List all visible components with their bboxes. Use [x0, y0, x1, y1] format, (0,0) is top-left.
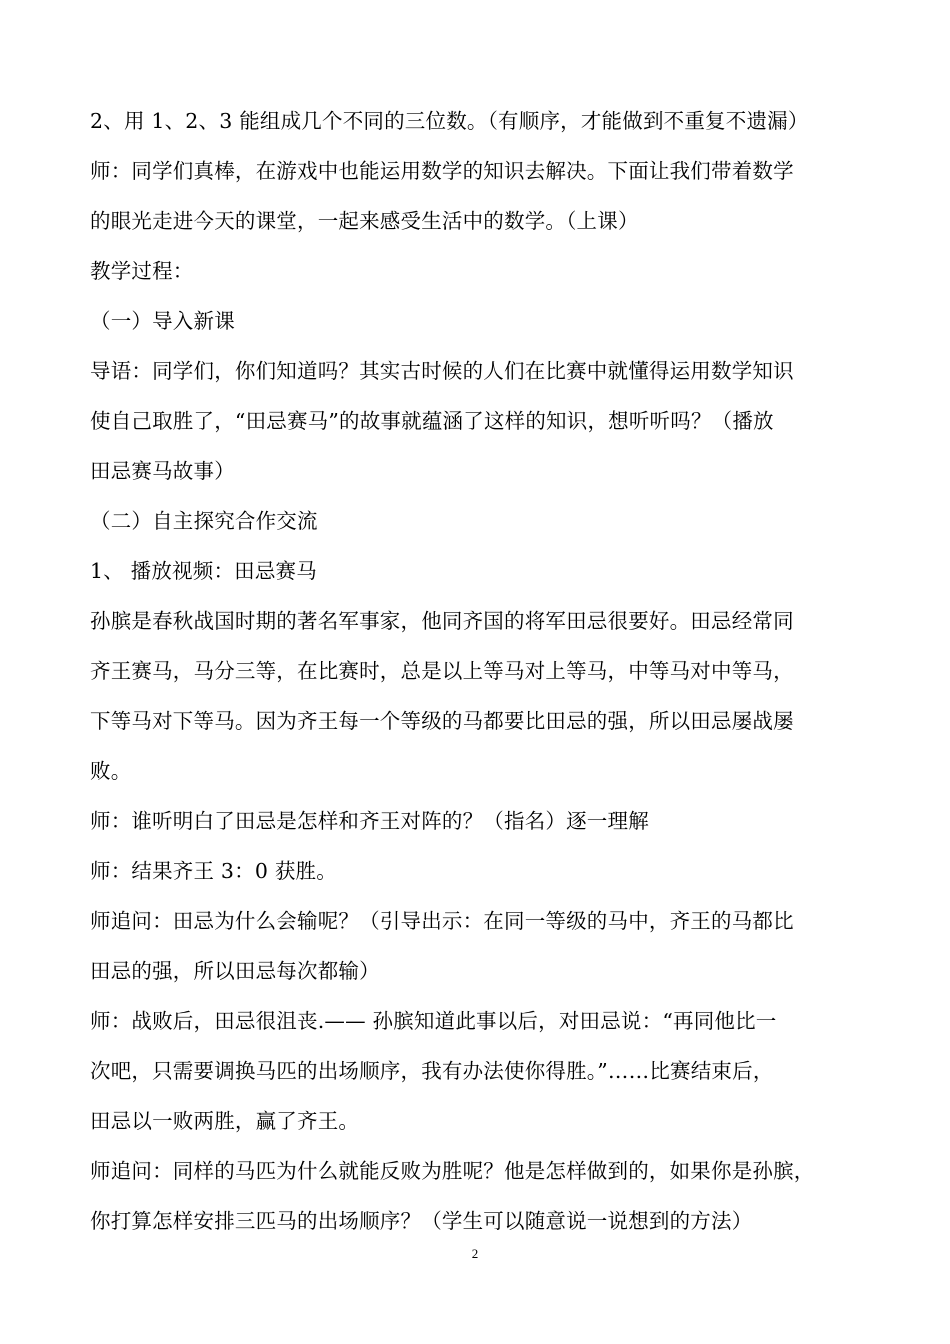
- text-line: 师：结果齐王 3：0 获胜。: [90, 859, 337, 883]
- text-line: 次吧，只需要调换马匹的出场顺序，我有办法使你得胜。”……比赛结束后，: [90, 1059, 774, 1083]
- text-line: 师追问：田忌为什么会输呢？（引导出示：在同一等级的马中，齐王的马都比: [90, 909, 794, 933]
- section-heading: （二）自主探究合作交流: [90, 509, 318, 533]
- text-line: 你打算怎样安排三匹马的出场顺序？（学生可以随意说一说想到的方法）: [90, 1209, 753, 1233]
- text-line: 田忌以一败两胜，赢了齐王。: [90, 1109, 360, 1133]
- text-line: 师追问：同样的马匹为什么就能反败为胜呢？他是怎样做到的，如果你是孙膑，: [90, 1159, 815, 1183]
- body-text: [90, 96, 865, 1246]
- text-line: 师：同学们真棒，在游戏中也能运用数学的知识去解决。下面让我们带着数学: [90, 159, 794, 183]
- text-line: 败。: [90, 759, 132, 783]
- page-number: 2: [471, 1246, 479, 1261]
- text-line: 师：谁听明白了田忌是怎样和齐王对阵的？（指名）逐一理解: [90, 809, 649, 833]
- text-line: 使自己取胜了，“田忌赛马”的故事就蕴涵了这样的知识，想听听吗？（播放: [90, 409, 774, 433]
- text-line: 导语：同学们，你们知道吗？其实古时候的人们在比赛中就懂得运用数学知识: [90, 359, 794, 383]
- text-line: 孙膑是春秋战国时期的著名军事家，他同齐国的将军田忌很要好。田忌经常同: [90, 609, 794, 633]
- text-line: 师：战败后，田忌很沮丧.—— 孙膑知道此事以后，对田忌说：“再同他比一: [90, 1009, 777, 1033]
- text-line: 的眼光走进今天的课堂，一起来感受生活中的数学。（上课）: [90, 209, 639, 233]
- text-line: 2、用 1、2、3 能组成几个不同的三位数。（有顺序，才能做到不重复不遗漏）: [90, 109, 809, 133]
- text-line: 田忌赛马故事）: [90, 459, 235, 483]
- section-label: 教学过程：: [90, 259, 194, 283]
- text-line: 1、 播放视频：田忌赛马: [90, 559, 317, 583]
- section-heading: （一）导入新课: [90, 309, 235, 333]
- text-line: 下等马对下等马。因为齐王每一个等级的马都要比田忌的强，所以田忌屡战屡: [90, 709, 794, 733]
- text-line: 齐王赛马，马分三等，在比赛时，总是以上等马对上等马，中等马对中等马，: [90, 659, 794, 683]
- text-line: 田忌的强，所以田忌每次都输）: [90, 959, 380, 983]
